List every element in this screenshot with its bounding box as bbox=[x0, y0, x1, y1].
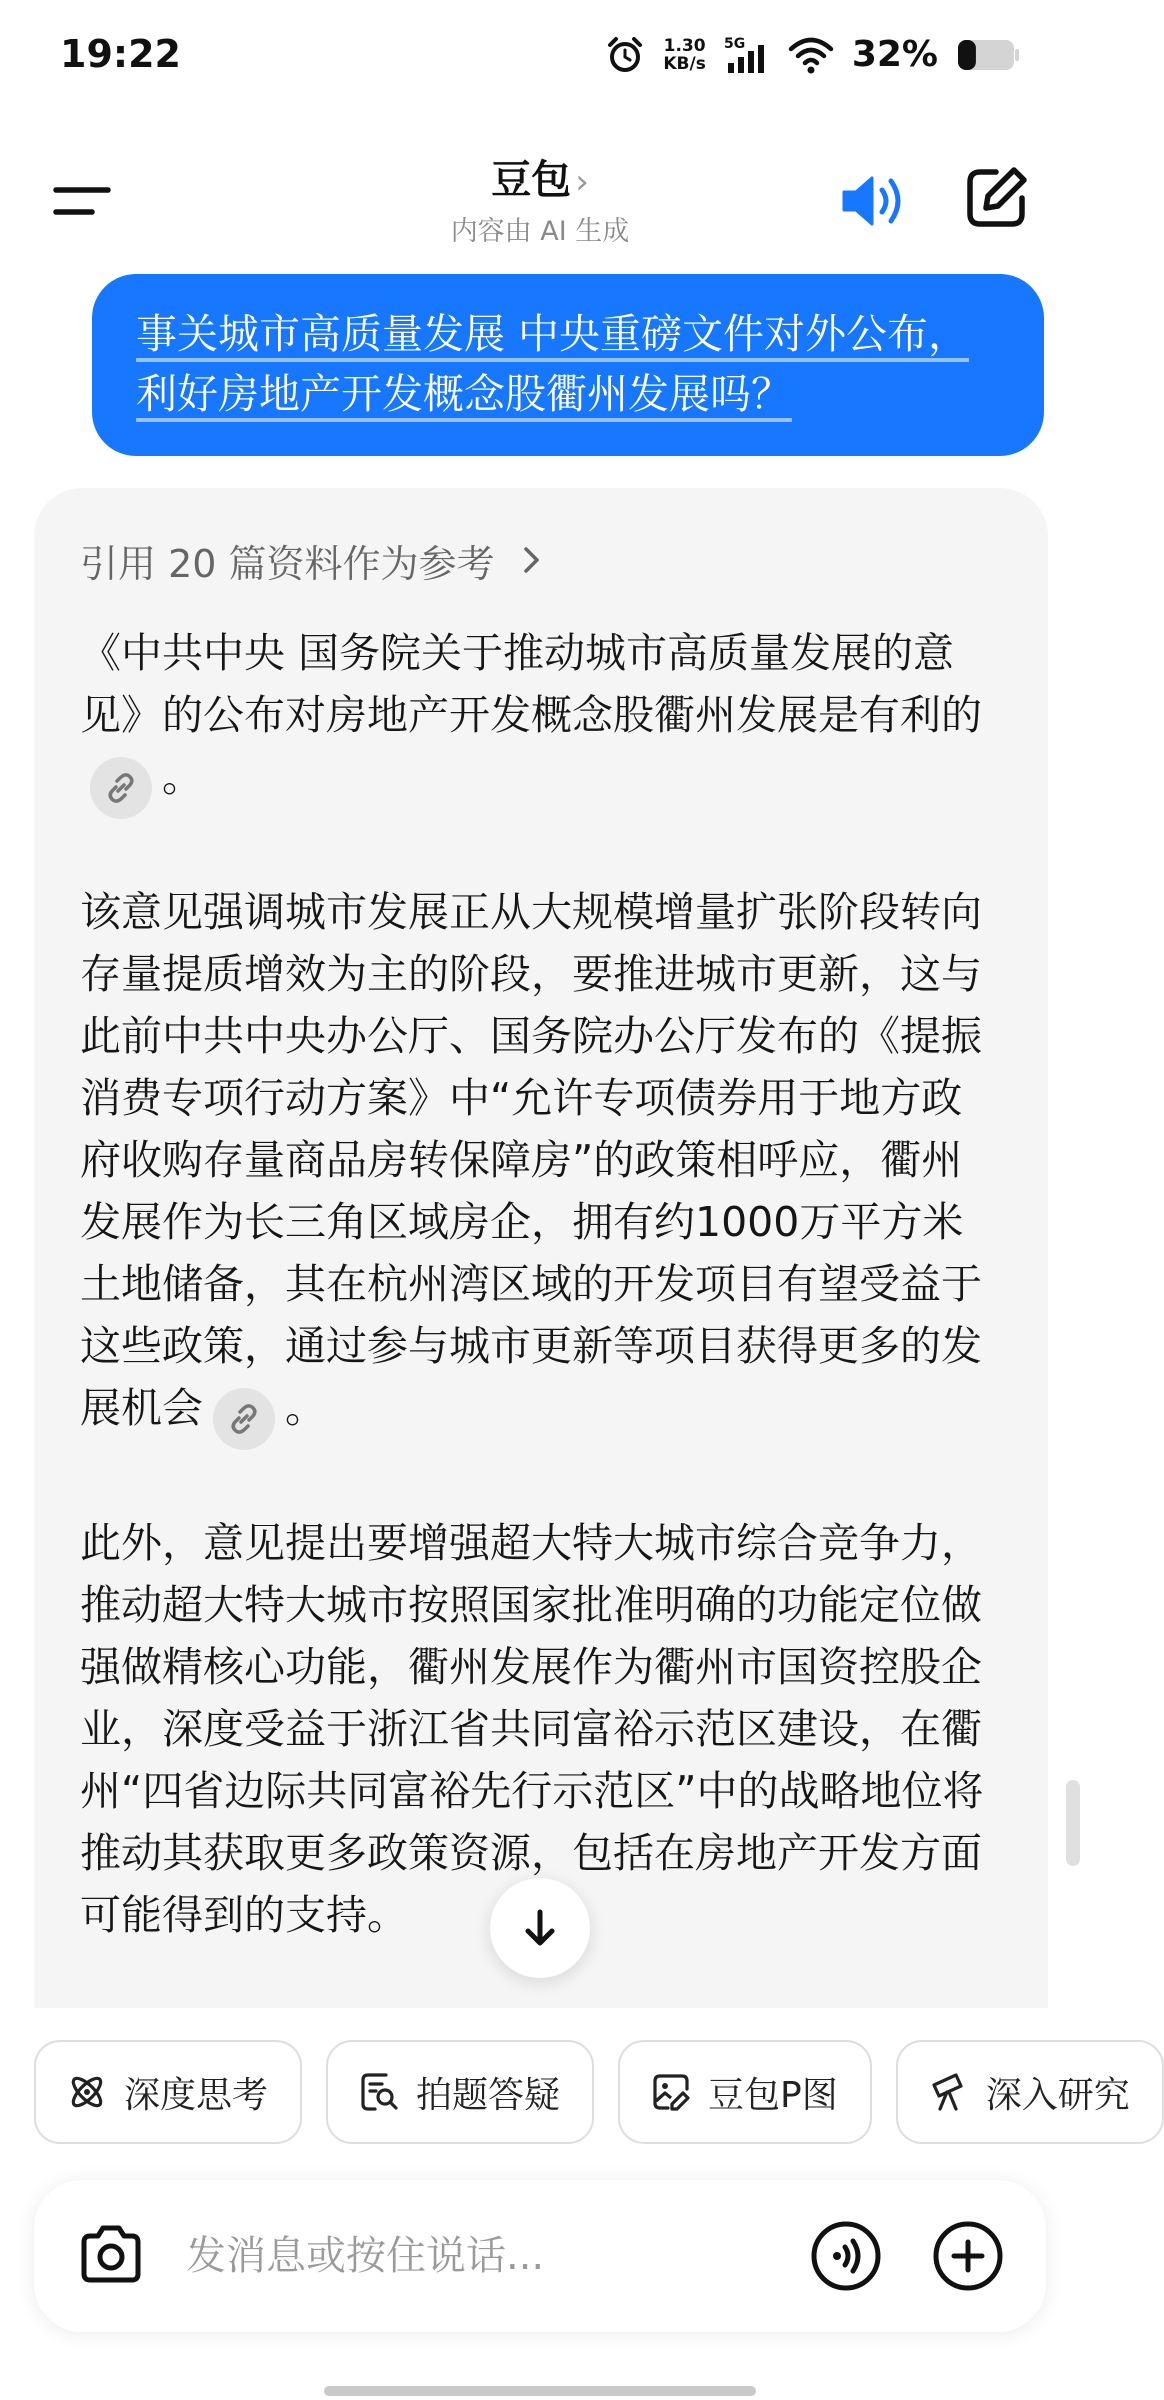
references-link[interactable] bbox=[80, 528, 1002, 592]
wifi-icon bbox=[788, 35, 834, 75]
answer-paragraph bbox=[80, 881, 1002, 1450]
battery-percent: 32% bbox=[851, 34, 938, 75]
paragraph-text: 《中共中央 国务院关于推动城市高质量发展的意见》的公布对房地产开发概念股衢州发展是有利的 bbox=[80, 629, 982, 739]
quick-action-deep-thinking[interactable] bbox=[34, 2040, 302, 2144]
atom-icon bbox=[66, 2071, 108, 2113]
cellular-signal-icon bbox=[724, 35, 770, 75]
references-label: 引用 20 篇资料作为参考 bbox=[80, 541, 495, 586]
scroll-to-bottom-button[interactable] bbox=[490, 1878, 590, 1978]
speaker-icon[interactable] bbox=[838, 166, 910, 236]
scrollbar-thumb[interactable] bbox=[1066, 1780, 1080, 1866]
status-time: 19:22 bbox=[60, 32, 181, 76]
chip-label: 豆包P图 bbox=[708, 2074, 838, 2116]
net-speed bbox=[663, 37, 705, 73]
plus-icon[interactable] bbox=[932, 2220, 1004, 2292]
new-chat-edit-icon[interactable] bbox=[962, 164, 1030, 232]
chevron-right-icon bbox=[517, 545, 547, 575]
alarm-clock-icon bbox=[605, 35, 645, 75]
chat-header bbox=[0, 130, 1080, 270]
battery-icon bbox=[956, 37, 1020, 73]
quick-actions-bar bbox=[34, 2040, 1164, 2144]
link-icon bbox=[104, 771, 138, 805]
paragraph-text: 该意见强调城市发展正从大规模增量扩张阶段转向存量提质增效为主的阶段，要推进城市更新，这与此前中共中央办公厅、国务院办公厅发布的《提振消费专项行动方案》中“允许专项债券用于地方政府收购存量商品房转保障房”的政策相呼应，衢州发展作为长三角区域房企，拥有约1000万平方米土地储备，其在杭州湾区域的开发项目有望受益于这些政策，通过参与城市更新等项目获得更多的发展机会 bbox=[80, 888, 982, 1432]
chevron-right-icon: › bbox=[575, 162, 589, 202]
arrow-down-icon bbox=[518, 1906, 562, 1950]
user-message-text: 事关城市高质量发展 中央重磅文件对外公布，利好房地产开发概念股衢州发展吗？ bbox=[136, 310, 970, 418]
status-icons bbox=[605, 34, 1020, 75]
quick-action-image-edit[interactable] bbox=[618, 2040, 872, 2144]
answer-paragraph bbox=[80, 622, 1002, 819]
quick-action-photo-question[interactable] bbox=[326, 2040, 594, 2144]
link-icon bbox=[227, 1402, 261, 1436]
message-input-bar bbox=[34, 2180, 1046, 2332]
chip-label: 深入研究 bbox=[985, 2074, 1130, 2116]
camera-icon[interactable] bbox=[76, 2222, 146, 2288]
status-bar bbox=[0, 0, 1080, 120]
header-title-block[interactable] bbox=[0, 148, 1080, 248]
quick-action-deep-research[interactable] bbox=[896, 2040, 1164, 2144]
telescope-icon bbox=[928, 2071, 970, 2113]
paragraph-text: 此外，意见提出要增强超大特大城市综合竞争力，推动超大特大城市按照国家批准明确的功能定位做强做精核心功能，衢州发展作为衢州市国资控股企业，深度受益于浙江省共同富裕示范区建设，在衢州“四省边际共同富裕先行示范区”中的战略地位将推动其获取更多政策资源，包括在房地产开发方面可能得到的支持。 bbox=[80, 1519, 984, 1939]
citation-link-chip[interactable] bbox=[90, 757, 152, 819]
net-speed-unit: KB/s bbox=[663, 53, 706, 74]
home-indicator[interactable] bbox=[324, 2386, 756, 2396]
citation-link-chip[interactable] bbox=[213, 1388, 275, 1450]
message-input[interactable] bbox=[186, 2220, 806, 2292]
chip-label: 深度思考 bbox=[124, 2074, 269, 2116]
paragraph-end: 。 bbox=[285, 1384, 326, 1432]
paragraph-end: 。 bbox=[162, 753, 203, 801]
voice-input-icon[interactable] bbox=[810, 2220, 882, 2292]
ai-generated-notice: 内容由 AI 生成 bbox=[450, 216, 630, 247]
chip-label: 拍题答疑 bbox=[416, 2074, 561, 2116]
network-type-label: 5G bbox=[723, 35, 746, 52]
assistant-answer-card bbox=[34, 488, 1048, 2008]
header-title: 豆包 bbox=[491, 157, 572, 203]
net-speed-value: 1.30 bbox=[663, 35, 706, 56]
image-edit-icon bbox=[650, 2071, 692, 2113]
user-message-bubble[interactable] bbox=[92, 274, 1044, 456]
photo-search-icon bbox=[358, 2071, 400, 2113]
